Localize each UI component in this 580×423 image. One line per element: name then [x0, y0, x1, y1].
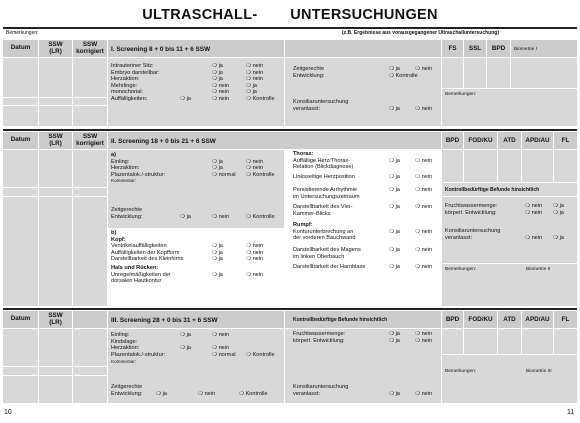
s1-zeit: Zeitgerechte Entwicklung: [293, 66, 325, 79]
s2-kopf-items: Ventrikelauffälligkeiten Auffälligkeiten der Kopfform Darstellbarkeit des Kleinhirns [111, 243, 184, 263]
col-ssw-lr-3: SSW (LR) [48, 312, 63, 326]
s2-vier-nein[interactable]: ❍ nein [415, 204, 433, 210]
s2-frucht-ja[interactable]: ❍ ja ❍ ja [553, 203, 564, 216]
s2-kontroll: Kontrollbedürftige Befunde hinsichtlich [445, 187, 540, 193]
s1-opt1[interactable]: ❍ ja ❍ ja ❍ ja ❍ nein ❍ nein ❍ nein [212, 63, 230, 102]
s3-kontroll: Kontrollbedürftige Befunde hinsichtlich [293, 317, 388, 323]
s2-th-o1[interactable]: ❍ ja [389, 157, 400, 164]
s3-o1a[interactable]: ❍ ja [180, 332, 191, 338]
s2-kopf-o1[interactable]: ❍ ja ❍ ja ❍ ja [212, 243, 223, 263]
biometrie-3: Biometrie III [526, 369, 552, 374]
s2-kommentar: Kommentar: [111, 178, 137, 183]
col-fodku-3: FOD/KU [468, 316, 493, 323]
s2-magen: Darstellbarkeit des Magens im linken Oberbauch [293, 247, 361, 260]
section-2 [3, 132, 577, 306]
s1-zeit-ja[interactable]: ❍ ja [389, 66, 400, 72]
col-ssw-lr: SSW (LR) [48, 41, 63, 55]
col-bpd-2: BPD [445, 137, 460, 144]
s3-zeit: Zeitgerechte Entwicklung: [111, 384, 143, 397]
s3-entw-kontrolle[interactable]: ❍ Kontrolle [239, 390, 268, 397]
s2-kopf: Kopf: [111, 236, 126, 243]
s3-kommentar: Kommentar: [111, 359, 137, 364]
col-datum-3: Datum [10, 315, 31, 322]
s2-hals-o1[interactable]: ❍ ja [212, 271, 223, 278]
s1-konsil-ja[interactable]: ❍ ja [389, 105, 400, 112]
s3-frucht-ja[interactable]: ❍ ja ❍ ja [389, 331, 400, 344]
col-bpd: BPD [491, 45, 506, 52]
s3-items: Einling: Kindslage: Herzaktion: Plazentalok./-struktur: [111, 332, 166, 358]
col-atd-2: ATD [503, 137, 516, 144]
col-atd-3: ATD [503, 316, 516, 323]
s2-konsil-ja[interactable]: ❍ ja [553, 234, 564, 241]
hint-text: (z.B. Ergebnisse aus vorausgegangener Ultraschalluntersuchung) [342, 30, 499, 36]
s2-hals-o2[interactable]: ❍ nein [246, 271, 264, 278]
s2-harn-ja[interactable]: ❍ ja [389, 264, 400, 270]
col-ssw-lr-2: SSW (LR) [48, 133, 63, 147]
s2-b: b) [111, 230, 117, 236]
s2-links: Linksseitige Herzposition [293, 174, 355, 180]
col-ssl: SSL [468, 45, 482, 52]
s1-items: Intrauteriner Sitz: Embryo darstellbar: Herzaktion: Mehrlinge: monochorial: Auffälligkeiten: [111, 63, 160, 102]
s3-frucht-nein[interactable]: ❍ nein ❍ nein [415, 331, 433, 344]
col-fs: FS [448, 45, 457, 52]
section-1 [3, 40, 577, 126]
s3-o1d[interactable]: ❍ normal [212, 351, 236, 358]
rule-2 [3, 129, 577, 131]
rule-3 [3, 308, 577, 310]
s3-konsil-ja[interactable]: ❍ ja [389, 390, 400, 397]
s2-harn-nein[interactable]: ❍ nein [415, 264, 433, 270]
s3-o2a[interactable]: ❍ nein [212, 332, 230, 338]
biometrie-1: Biometrie I [514, 47, 537, 52]
col-apdau-2: APD/AU [525, 137, 550, 144]
s3-frucht: Fruchtwassermenge: körperl. Entwicklung: [293, 331, 346, 344]
col-ssw-korr: SSW korrigiert [76, 41, 104, 55]
s3-bem: Bemerkungen: [445, 369, 477, 374]
section-3 [3, 311, 577, 403]
title-left: ULTRASCHALL- [142, 7, 258, 23]
s2-kopf-o2[interactable]: ❍ nein ❍ nein ❍ nein [246, 243, 264, 263]
s2-rumpf-ja[interactable]: ❍ ja [389, 228, 400, 235]
page-number-right: 11 [567, 409, 575, 416]
bemerkungen-top: Bemerkungen: [6, 30, 39, 36]
s2-a-items: Einling: Herzaktion: Plazentalok./-struktur: [111, 158, 166, 178]
s2-entw-nein[interactable]: ❍ nein [212, 213, 230, 220]
s1-opt2[interactable]: ❍ nein ❍ nein ❍ nein ❍ ja ❍ ja ❍ Kontrolle [246, 63, 275, 102]
s2-zeit: Zeitgerechte Entwicklung: [111, 207, 143, 220]
col-datum: Datum [10, 44, 31, 51]
s2-frucht-nein[interactable]: ❍ nein ❍ nein [525, 203, 543, 216]
s2-a-o2[interactable]: ❍ nein ❍ nein ❍ Kontrolle [246, 158, 275, 178]
page-number-left: 10 [4, 409, 12, 416]
s2-magen-nein[interactable]: ❍ nein [415, 247, 433, 253]
s2-konsil-nein[interactable]: ❍ nein [525, 234, 543, 241]
s2-vier-ja[interactable]: ❍ ja [389, 204, 400, 210]
s2-persist-nein[interactable]: ❍ nein [415, 187, 433, 193]
s2-hals: Hals und Rücken: [111, 265, 159, 271]
col-fl-2: FL [561, 137, 570, 144]
s3-konsil: Konsiliaruntersuchung veranlasst: [293, 384, 349, 397]
s1-konsil-nein[interactable]: ❍ nein [415, 105, 433, 112]
s3-entw-ja[interactable]: ❍ ja [156, 390, 167, 397]
s1-zeit-nein[interactable]: ❍ nein [415, 66, 433, 72]
s2-a-o1[interactable]: ❍ ja ❍ ja ❍ normal [212, 158, 236, 178]
s2-entw-ja[interactable]: ❍ ja [180, 213, 191, 220]
s2-persist-ja[interactable]: ❍ ja [389, 187, 400, 193]
s3-o2c[interactable]: ❍ nein [212, 345, 230, 352]
s1-konsil: Konsiliaruntersuchung veranlasst: [293, 99, 349, 112]
s2-thorax: Thorax: [293, 151, 314, 157]
col-fodku-2: FOD/KU [468, 137, 493, 144]
col-ssw-korr-2: SSW korrigiert [76, 133, 104, 147]
s2-thorax-items: Auffällige Herz/Thorax- Relation (Blickdiagnose) [293, 157, 354, 171]
s2-hals-items: Unregelmäßigkeiten der dorsalen Hautkontur [111, 271, 171, 285]
s3-o2d[interactable]: ❍ Kontrolle [246, 351, 275, 358]
s2-rumpf: Rumpf: [293, 222, 313, 228]
s2-links-nein[interactable]: ❍ nein [415, 174, 433, 180]
col-datum-2: Datum [10, 136, 31, 143]
s3-konsil-nein[interactable]: ❍ nein [415, 390, 433, 397]
s3-entw-nein[interactable]: ❍ nein [198, 390, 216, 397]
s2-persist: Persistierende Arrhythmie im Untersuchungszeitraum [293, 187, 360, 200]
col-bpd-3: BPD [445, 316, 460, 323]
s2-rumpf-nein[interactable]: ❍ nein [415, 228, 433, 235]
s2-bem: Bemerkungen: [445, 267, 477, 272]
s2-th-o2[interactable]: ❍ nein [415, 157, 433, 164]
s1-entw-kontrolle[interactable]: ❍ Kontrolle [389, 72, 418, 79]
page-title [0, 7, 580, 23]
s2-links-ja[interactable]: ❍ ja [389, 174, 400, 180]
screening-1-title: I. Screening 8 + 0 bis 11 + 6 SSW [111, 46, 211, 53]
col-apdau-3: APD/AU [525, 316, 550, 323]
s1-auff-ja[interactable]: ❍ ja [180, 96, 191, 102]
s2-rumpf-items: Konturunterbrechung an der vorderen Bauchwand [293, 228, 356, 242]
s3-o1c[interactable]: ❍ ja [180, 345, 191, 352]
col-fl-3: FL [561, 316, 570, 323]
title-rule [3, 27, 577, 29]
s2-frucht: Fruchtwassermenge: körperl. Entwicklung: [445, 203, 498, 216]
bemerkungen-1: Bemerkungen: [445, 92, 477, 97]
s2-a: a) [111, 152, 116, 158]
s2-konsil: Konsiliaruntersuchung veranlasst: [445, 228, 501, 241]
title-right: UNTERSUCHUNGEN [290, 7, 438, 23]
biometrie-2: Biometrie II [526, 267, 551, 272]
s2-magen-ja[interactable]: ❍ ja [389, 247, 400, 253]
s2-vier: Darstellbarkeit des Vier- Kammer-Blicks [293, 204, 353, 217]
screening-3-title: III. Screening 28 + 0 bis 31 + 6 SSW [111, 317, 218, 324]
s2-harn: Darstellbarkeit der Harnblase [293, 264, 366, 270]
s2-entw-kontrolle[interactable]: ❍ Kontrolle [246, 213, 275, 220]
screening-2-title: II. Screening 18 + 0 bis 21 + 6 SSW [111, 138, 216, 145]
